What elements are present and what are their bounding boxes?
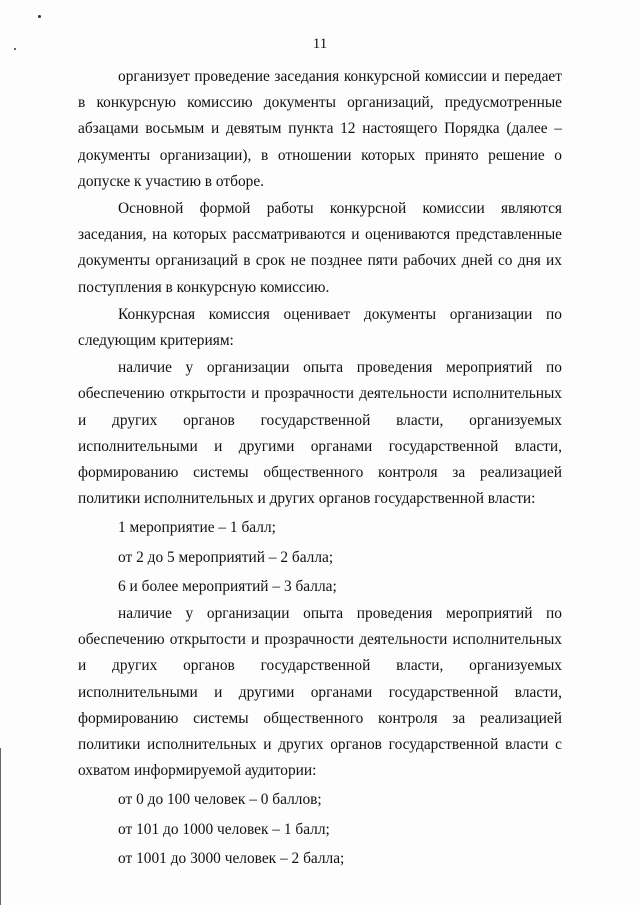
page-number: 11 [312, 36, 328, 52]
body-text [78, 64, 562, 872]
list-item: от 0 до 100 человек – 0 баллов; [118, 791, 322, 809]
paragraph: Основной формой работы конкурсной комиссии являются заседания, на которых рассматриваются и оцениваются представленные документы организаций в срок не позднее пяти рабочих дней со дня их поступления в конкурсную комиссию. [78, 200, 562, 296]
scan-edge-line [0, 748, 1, 905]
paragraph: наличие у организации опыта проведения мероприятий по обеспечению открытости и прозрачности деятельности исполнительных и других органов государственной власти, организуемых исполнительными и другими органами государственной власти, формированию системы общественного контроля за реализацией политики исполнительных и других органов государственной власти с охватом информируемой аудитории: [78, 605, 562, 780]
list-item: 6 и более мероприятий – 3 балла; [118, 577, 337, 595]
scan-artifact-dot [38, 15, 41, 18]
list-item: от 101 до 1000 человек – 1 балл; [118, 820, 330, 838]
list-item: от 1001 до 3000 человек – 2 балла; [118, 849, 345, 867]
list-item: 1 мероприятие – 1 балл; [118, 519, 276, 537]
paragraph: Конкурсная комиссия оценивает документы организации по следующим критериям: [78, 305, 562, 350]
paragraph: организует проведение заседания конкурсной комиссии и передает в конкурсную комиссию документы организаций, предусмотренные абзацами восьмым и девятым пункта 12 настоящего Порядка (далее – документы организации), в отношении которых принято решение о допуске к участию в отборе. [78, 68, 562, 190]
list-item: от 2 до 5 мероприятий – 2 балла; [118, 548, 334, 566]
paragraph: наличие у организации опыта проведения мероприятий по обеспечению открытости и прозрачности деятельности исполнительных и других органов государственной власти, организуемых исполнительными и другими органами государственной власти, формированию системы общественного контроля за реализацией политики исполнительных и других органов государственной власти: [78, 359, 562, 508]
